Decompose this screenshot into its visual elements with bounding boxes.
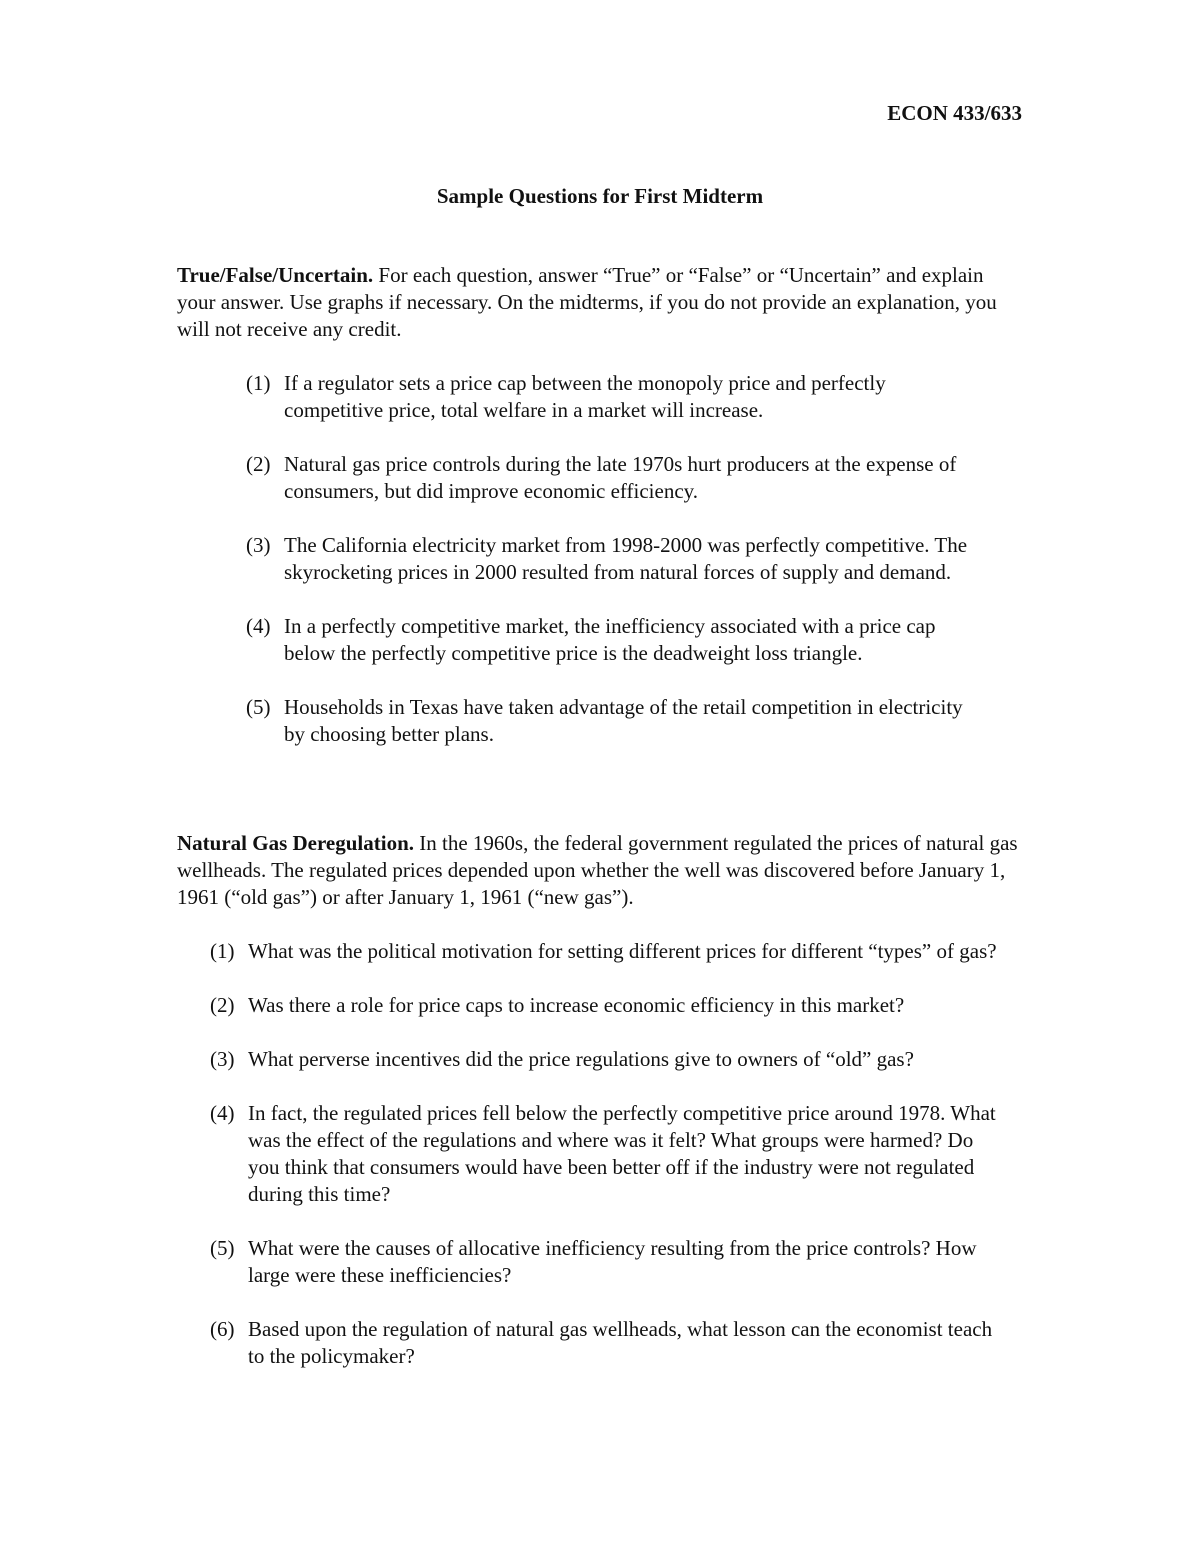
natural-gas-heading: Natural Gas Deregulation — [177, 831, 409, 855]
natural-gas-question-list — [210, 938, 1000, 1370]
true-false-intro: True/False/Uncertain. For each question, answer “True” or “False” or “Uncertain” and explain your answer. Use graphs if necessary. On the midterms, if you do not provide an explanation, you will not receive any credit. — [177, 263, 997, 341]
question-text: If a regulator sets a price cap between the monopoly price and perfectly competitive price, total welfare in a market will increase. — [284, 371, 886, 422]
question-text: Households in Texas have taken advantage of the retail competition in electricity by choosing better plans. — [284, 695, 963, 746]
question-text: What were the causes of allocative inefficiency resulting from the price controls? How large were these inefficiencies? — [248, 1236, 977, 1287]
question-number: (1) — [210, 939, 235, 963]
list-item — [210, 938, 1000, 965]
list-item — [210, 1235, 1000, 1289]
list-item — [246, 451, 986, 505]
list-item — [246, 532, 986, 586]
true-false-instructions: For each question, answer “True” or “False” or “Uncertain” and explain your answer. Use graphs if necessary. On the midterms, if you do not provide an explanation, you will not receive any credit. — [177, 263, 997, 341]
question-number: (4) — [246, 614, 271, 638]
question-number: (6) — [210, 1317, 235, 1341]
course-code: ECON 433/633 — [887, 101, 1022, 125]
list-item — [210, 992, 1000, 1019]
question-text: What was the political motivation for setting different prices for different “types” of gas? — [248, 939, 997, 963]
list-item — [246, 694, 986, 748]
question-number: (5) — [210, 1236, 235, 1260]
question-text: The California electricity market from 1998-2000 was perfectly competitive. The skyrocketing prices in 2000 resulted from natural forces of supply and demand. — [284, 533, 968, 584]
natural-gas-section — [177, 830, 1027, 1397]
page-title: Sample Questions for First Midterm — [436, 184, 764, 208]
question-number: (4) — [210, 1101, 235, 1125]
natural-gas-intro: Natural Gas Deregulation. In the 1960s, the federal government regulated the prices of natural gas wellheads. The regulated prices depended upon whether the well was discovered before January 1, 1961 (“old gas”) or after January 1, 1961 (“new gas”). — [177, 831, 1018, 909]
list-item — [210, 1046, 1000, 1073]
list-item — [246, 613, 986, 667]
true-false-section — [177, 262, 1027, 775]
question-number: (1) — [246, 371, 271, 395]
question-text: Was there a role for price caps to increase economic efficiency in this market? — [248, 993, 905, 1017]
question-text: In a perfectly competitive market, the inefficiency associated with a price cap below the perfectly competitive price is the deadweight loss triangle. — [284, 614, 936, 665]
list-item — [210, 1100, 1000, 1208]
natural-gas-description: In the 1960s, the federal government regulated the prices of natural gas wellheads. The regulated prices depended upon whether the well was discovered before January 1, 1961 (“old gas”) or after January 1, 1961 (“new gas”). — [177, 831, 1018, 909]
question-number: (3) — [246, 533, 271, 557]
question-number: (2) — [246, 452, 271, 476]
question-text: Natural gas price controls during the late 1970s hurt producers at the expense of consumers, but did improve economic efficiency. — [284, 452, 957, 503]
question-number: (3) — [210, 1047, 235, 1071]
true-false-question-list — [246, 370, 986, 748]
question-number: (5) — [246, 695, 271, 719]
question-text: Based upon the regulation of natural gas wellheads, what lesson can the economist teach to the policymaker? — [248, 1317, 993, 1368]
list-item — [210, 1316, 1000, 1370]
question-number: (2) — [210, 993, 235, 1017]
list-item — [246, 370, 986, 424]
question-text: What perverse incentives did the price regulations give to owners of “old” gas? — [248, 1047, 914, 1071]
question-text: In fact, the regulated prices fell below the perfectly competitive price around 1978. What was the effect of the regulations and where was it felt? What groups were harmed? Do you think that consumers would have been better off if the industry were not regulated during this time? — [248, 1101, 996, 1206]
true-false-heading: True/False/Uncertain — [177, 263, 368, 287]
